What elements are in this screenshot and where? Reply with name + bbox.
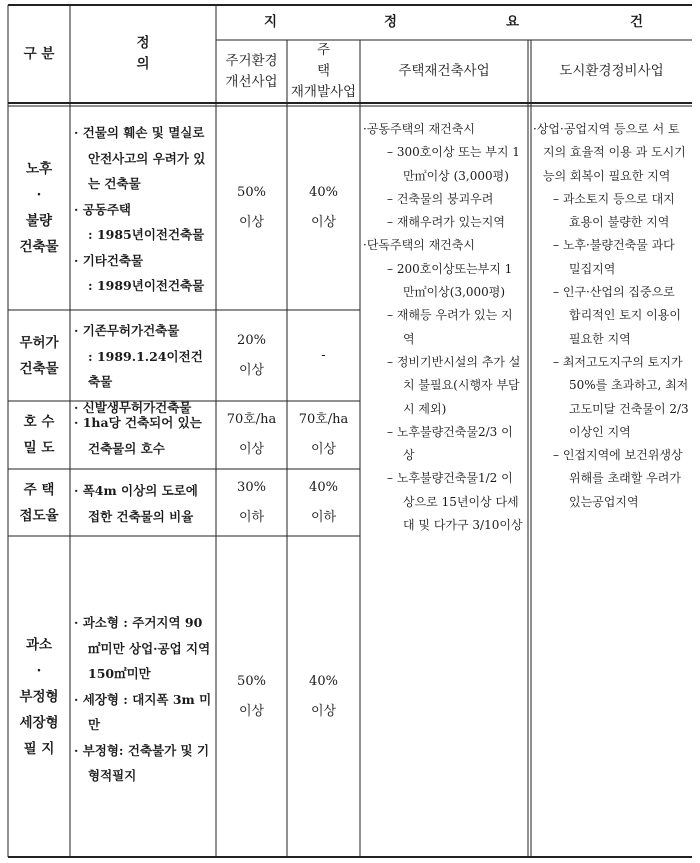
definition-item: · 부정형: 건축불가 및 기형적필지 (74, 742, 210, 783)
row-definition-unlicensed (74, 318, 214, 420)
definition-item: · 폭4m 이상의 도로에 접한 건축물의 비율 (74, 483, 198, 524)
header-urban-environment: 도시환경정비사업 (559, 63, 664, 79)
requirement-subitem: – 건축물의 붕괴우려 (387, 191, 494, 206)
row-housing-improvement-density: 70호/ha 이상 (226, 412, 277, 457)
requirement-subitem: – 재해등 우려가 있는 지역 (387, 308, 513, 346)
definition-subitem: : 1989년이전건축물 (88, 278, 205, 293)
definition-item: · 1ha당 건축되어 있는 건축물의 호수 (74, 415, 202, 456)
definition-item: · 세장형 : 대지폭 3m 미만 (74, 691, 212, 732)
definition-subitem: : 1985년이전건축물 (88, 227, 205, 242)
header-redevelopment: 주 택 재개발사업 (290, 42, 357, 100)
requirement-subitem: – 300호이상 또는 부지 1만㎡이상 (3,000평) (387, 145, 520, 183)
header-category: 구 분 (23, 45, 55, 62)
requirement-subitem: – 최저고도지구의 토지가 50%를 초과하고, 최저고도미달 건축물이 2/3이상인 지역 (553, 354, 689, 439)
definition-item: · 과소형 : 주거지역 90㎡미만 상업·공업 지역 150㎡미만 (74, 615, 211, 681)
header-definition: 정 의 (136, 35, 182, 72)
header-requirements-title (216, 5, 692, 40)
row-category-unlicensed: 무허가 건축물 (19, 334, 59, 377)
row-category-irregular-lots: 과소 · 부정형 세장형 필 지 (19, 636, 59, 757)
requirements-title-char: 정 (384, 14, 398, 30)
requirement-item: ·단독주택의 재건축시 (363, 238, 475, 253)
requirement-item: ·공동주택의 재건축시 (363, 122, 475, 136)
row-category-housing-density: 호 수 밀 도 (23, 414, 55, 456)
requirement-subitem: – 정비기반시설의 추가 설치 불필요(시행자 부담시 제외) (387, 354, 521, 416)
definition-item: · 기타건축물 (74, 252, 144, 268)
definition-item: · 건물의 훼손 및 멸실로 안전사고의 우려가 있는 건축물 (74, 125, 206, 191)
definition-subitem: : 1989.1.24이전건축물 (88, 348, 203, 389)
requirement-subitem: – 재해우려가 있는지역 (387, 215, 505, 230)
urban-environment-requirements (533, 118, 689, 514)
row-redevelopment-aged: 40% 이상 (309, 185, 338, 230)
row-definition-aged-buildings (74, 120, 214, 299)
row-category-aged-buildings: 노후 · 불량 건축물 (19, 161, 59, 255)
requirement-subitem: – 200호이상또는부지 1만㎡이상(3,000평) (387, 261, 513, 300)
requirement-subitem: – 과소토지 등으로 대지 효용이 불량한 지역 (553, 191, 675, 230)
requirements-title-char: 요 (506, 14, 520, 30)
requirement-subitem: – 노후불량건축물2/3 이상 (387, 424, 513, 463)
row-category-road-access: 주 택 접도율 (19, 481, 59, 524)
row-redevelopment-road: 40% 이하 (309, 479, 338, 525)
row-redevelopment-unlicensed: - (321, 347, 326, 363)
row-housing-improvement-irregular: 50% 이상 (237, 673, 266, 719)
reconstruction-requirements (363, 118, 523, 537)
row-definition-housing-density (74, 410, 214, 461)
header-housing-improvement: 주거환경 개선사업 (225, 52, 278, 90)
row-definition-irregular-lots (74, 610, 214, 789)
requirement-subitem: – 노후불량건축물1/2 이상으로 15년이상 다세대 및 다가구 3/10이상 (387, 471, 523, 533)
requirement-subitem: – 인구·산업의 집중으로 합리적인 토지 이용이 필요한 지역 (553, 285, 681, 346)
row-housing-improvement-aged: 50% 이상 (237, 185, 266, 230)
header-reconstruction: 주택재건축사업 (398, 63, 490, 79)
definition-item: · 신발생무허가건축물 (74, 399, 192, 415)
definition-item: · 기존무허가건축물 (74, 323, 180, 338)
requirement-item: ·상업·공업지역 등으로 서 토지의 효율적 이용 과 도시기능의 회복이 필요한 지역 (533, 122, 686, 183)
definition-item: · 공동주택 (74, 201, 132, 217)
requirements-title-char: 지 (264, 14, 278, 30)
row-definition-road-access (74, 478, 214, 529)
row-housing-improvement-unlicensed: 20% 이상 (237, 332, 266, 378)
row-redevelopment-density: 70호/ha 이상 (298, 412, 349, 457)
requirement-subitem: – 인접지역에 보건위생상 위해를 초래할 우려가 있는공업지역 (553, 448, 683, 509)
row-housing-improvement-road: 30% 이하 (237, 479, 266, 525)
requirement-subitem: – 노후·불량건축물 과다 밀집지역 (553, 238, 675, 276)
row-redevelopment-irregular: 40% 이상 (309, 673, 338, 719)
requirements-title-char: 건 (630, 14, 644, 30)
